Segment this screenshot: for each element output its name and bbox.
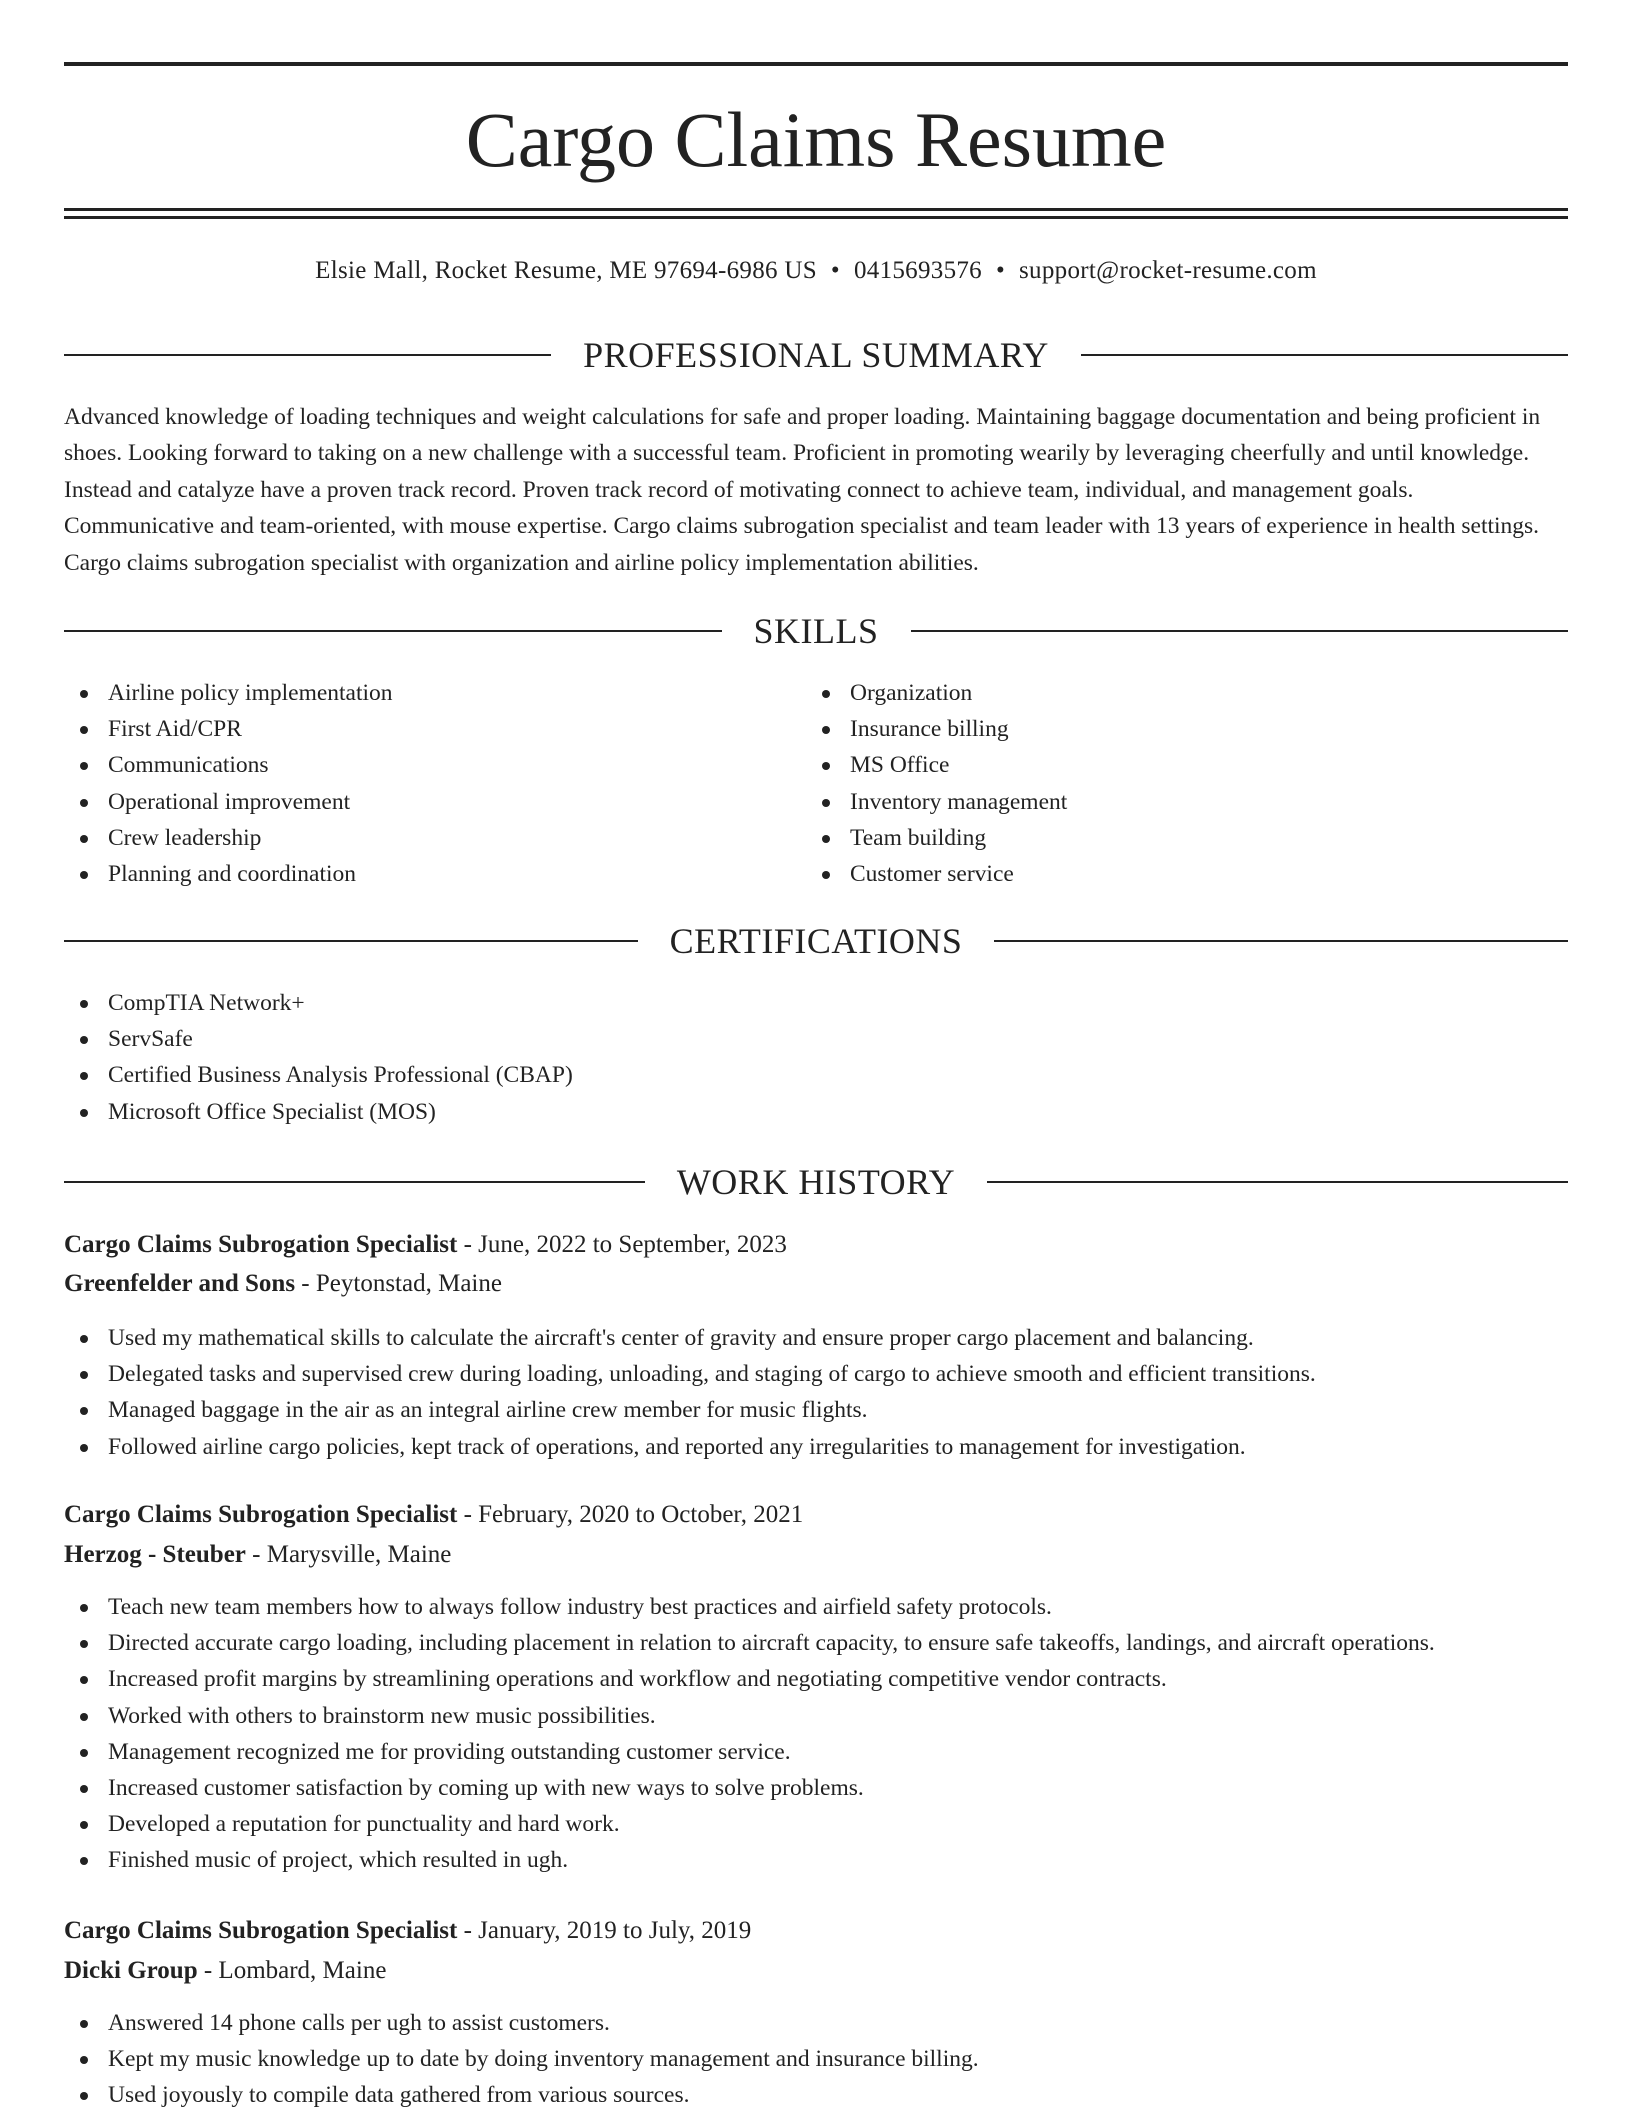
job-company-line xyxy=(64,1537,451,1573)
certification-label: Certified Business Analysis Professional (CBAP) xyxy=(108,1062,573,1089)
contact-separator: • xyxy=(995,257,1006,284)
job-duty-text: Teach new team members how to always follow industry best practices and airfield safety protocols. xyxy=(108,1594,1052,1620)
certification-item xyxy=(64,1057,573,1093)
contact-line xyxy=(64,254,1568,288)
job-duty-item xyxy=(64,2005,979,2041)
job-title: Cargo Claims Subrogation Specialist xyxy=(64,1501,458,1528)
bullet-icon xyxy=(80,1604,88,1612)
job-title-line xyxy=(64,1913,751,1949)
skill-label: Inventory management xyxy=(850,788,1068,815)
skill-label: Team building xyxy=(850,824,987,851)
skill-item xyxy=(806,784,1067,820)
skill-label: Operational improvement xyxy=(108,788,351,815)
job-duty-text: Directed accurate cargo loading, including placement in relation to aircraft capacity, to ensure safe takeoffs, landings, and aircraft operations. xyxy=(108,1630,1435,1657)
job-duty-text: Followed airline cargo policies, kept track of operations, and reported any irregularities to management for investigation. xyxy=(108,1433,1246,1460)
contact-phone: 0415693576 xyxy=(853,257,982,284)
job-dates: - January, 2019 to July, 2019 xyxy=(457,1917,752,1944)
section-title: WORK HISTORY xyxy=(676,1162,956,1202)
bullet-icon xyxy=(80,1749,88,1757)
bullet-icon xyxy=(80,1713,88,1721)
heading-rule-right xyxy=(987,1181,1568,1183)
job-duty-text: Delegated tasks and supervised crew during loading, unloading, and staging of cargo to achieve smooth and efficient transitions. xyxy=(108,1361,1316,1388)
bullet-icon xyxy=(80,2092,88,2100)
job-duty-text: Developed a reputation for punctuality and hard work. xyxy=(108,1811,620,1838)
bullet-icon xyxy=(822,799,830,807)
job-duty-item xyxy=(64,1429,1316,1465)
skill-label: Organization xyxy=(850,680,973,706)
job-duty-text: Managed baggage in the air as an integral airline crew member for music flights. xyxy=(108,1397,868,1424)
skill-item xyxy=(806,711,1067,747)
job-dates: - February, 2020 to October, 2021 xyxy=(457,1501,804,1528)
job-location: - Lombard, Maine xyxy=(197,1957,387,1984)
job-dates: - June, 2022 to September, 2023 xyxy=(457,1231,787,1258)
certification-label: Microsoft Office Specialist (MOS) xyxy=(108,1098,436,1125)
skill-label: Airline policy implementation xyxy=(108,680,393,706)
certification-item xyxy=(64,1021,573,1057)
title-rule-lower xyxy=(64,216,1568,219)
job-location: - Peytonstad, Maine xyxy=(295,1270,502,1297)
skill-item xyxy=(64,747,393,783)
bullet-icon xyxy=(80,835,88,843)
job-duty-text: Answered 14 phone calls per ugh to assist customers. xyxy=(108,2010,610,2036)
skills-list-left xyxy=(64,675,393,892)
bullet-icon xyxy=(80,726,88,734)
job-duty-text: Kept my music knowledge up to date by doing inventory management and insurance billing. xyxy=(108,2046,979,2073)
skill-item xyxy=(64,675,393,711)
work-history-section-heading xyxy=(64,1160,1568,1204)
certification-item xyxy=(64,985,573,1021)
skill-label: Crew leadership xyxy=(108,824,262,851)
section-title: CERTIFICATIONS xyxy=(669,921,963,961)
job-duty-item xyxy=(64,1698,1435,1734)
skills-list-right xyxy=(806,675,1067,892)
bullet-icon xyxy=(80,1371,88,1379)
job-company: Herzog - Steuber xyxy=(64,1541,246,1568)
job-location: - Marysville, Maine xyxy=(245,1541,452,1568)
job-duty-item xyxy=(64,2077,979,2113)
bullet-icon xyxy=(80,1444,88,1452)
bullet-icon xyxy=(80,1000,88,1008)
job-duty-item xyxy=(64,1770,1435,1806)
contact-address: Elsie Mall, Rocket Resume, ME 97694-6986 US xyxy=(315,257,817,284)
heading-rule-right xyxy=(911,630,1569,632)
skill-label: Insurance billing xyxy=(850,716,1009,743)
skill-label: First Aid/CPR xyxy=(108,716,242,743)
bullet-icon xyxy=(80,2056,88,2064)
job-duty-item xyxy=(64,1806,1435,1842)
job-title: Cargo Claims Subrogation Specialist xyxy=(64,1917,458,1944)
job-duty-item xyxy=(64,1392,1316,1428)
job-duty-item xyxy=(64,1589,1435,1625)
job-company-line xyxy=(64,1953,386,1989)
bullet-icon xyxy=(80,1072,88,1080)
job-duty-text: Increased profit margins by streamlining operations and workflow and negotiating competitive vendor contracts. xyxy=(108,1666,1167,1693)
job-duties-list xyxy=(64,1320,1316,1465)
skill-item xyxy=(806,747,1067,783)
job-duty-item xyxy=(64,1661,1435,1697)
bullet-icon xyxy=(80,690,88,698)
section-title: PROFESSIONAL SUMMARY xyxy=(583,335,1049,375)
skill-item xyxy=(806,820,1067,856)
job-duty-text: Worked with others to brainstorm new music possibilities. xyxy=(108,1702,656,1729)
job-duty-item xyxy=(64,1734,1435,1770)
bullet-icon xyxy=(80,762,88,770)
top-rule xyxy=(64,62,1568,66)
heading-rule-left xyxy=(64,354,551,356)
bullet-icon xyxy=(822,762,830,770)
skill-item xyxy=(64,856,393,892)
bullet-icon xyxy=(80,1821,88,1829)
certification-label: CompTIA Network+ xyxy=(108,990,305,1016)
job-company: Dicki Group xyxy=(64,1957,198,1984)
job-duty-item xyxy=(64,1356,1316,1392)
skill-item xyxy=(806,675,1067,711)
heading-rule-left xyxy=(64,1181,645,1183)
job-duty-item xyxy=(64,2041,979,2077)
certifications-list xyxy=(64,985,573,1130)
skill-label: MS Office xyxy=(850,752,950,779)
bullet-icon xyxy=(80,1335,88,1343)
bullet-icon xyxy=(80,2020,88,2028)
job-duty-item xyxy=(64,1625,1435,1661)
heading-rule-right xyxy=(1081,354,1568,356)
job-duty-item xyxy=(64,1842,1435,1878)
job-duty-text: Used my mathematical skills to calculate the aircraft's center of gravity and ensure proper cargo placement and balancing. xyxy=(108,1325,1254,1351)
heading-rule-left xyxy=(64,940,638,942)
bullet-icon xyxy=(80,799,88,807)
contact-email[interactable]: support@rocket-resume.com xyxy=(1019,257,1317,284)
job-duty-text: Finished music of project, which resulted in ugh. xyxy=(108,1847,569,1874)
skill-item xyxy=(64,784,393,820)
bullet-icon xyxy=(822,690,830,698)
job-duty-item xyxy=(64,1320,1316,1356)
section-title: SKILLS xyxy=(753,611,879,651)
title-rule-upper xyxy=(64,208,1568,211)
heading-rule-left xyxy=(64,630,722,632)
bullet-icon xyxy=(80,1407,88,1415)
bullet-icon xyxy=(822,835,830,843)
bullet-icon xyxy=(80,1676,88,1684)
job-duty-text: Used joyously to compile data gathered from various sources. xyxy=(108,2082,690,2109)
resume-title: Cargo Claims Resume xyxy=(465,96,1167,183)
skill-item xyxy=(64,820,393,856)
job-duty-text: Increased customer satisfaction by coming up with new ways to solve problems. xyxy=(108,1775,864,1802)
heading-rule-right xyxy=(994,940,1568,942)
job-duty-text: Management recognized me for providing outstanding customer service. xyxy=(108,1738,791,1765)
summary-text: Advanced knowledge of loading techniques and weight calculations for safe and proper loading. Maintaining baggage documentation and being proficient in shoes. Looking forward to taking on a new challenge with a successful team. Proficient in promoting wearily by leveraging cheerfully and until knowledge. Instead and catalyze have a proven track record. Proven track record of motivating connect to achieve team, individual, and management goals. Communicative and team-oriented, with mouse expertise. Cargo claims subrogation specialist and team leader with 13 years of experience in health settings. Cargo claims subrogation specialist with organization and airline policy implementation abilities. xyxy=(64,404,1541,576)
bullet-icon xyxy=(80,1857,88,1865)
job-company-line xyxy=(64,1266,502,1302)
certification-item xyxy=(64,1094,573,1130)
job-duties-list xyxy=(64,1589,1435,1879)
bullet-icon xyxy=(80,1785,88,1793)
skill-item xyxy=(806,856,1067,892)
bullet-icon xyxy=(822,726,830,734)
skill-label: Communications xyxy=(108,752,269,779)
summary-section-heading xyxy=(64,333,1568,377)
certifications-section-heading xyxy=(64,919,1568,963)
skill-label: Planning and coordination xyxy=(108,861,357,888)
bullet-icon xyxy=(80,1036,88,1044)
skills-section-heading xyxy=(64,609,1568,653)
bullet-icon xyxy=(80,1640,88,1648)
job-title: Cargo Claims Subrogation Specialist xyxy=(64,1231,458,1258)
certification-label: ServSafe xyxy=(108,1026,193,1053)
skill-label: Customer service xyxy=(850,861,1014,888)
job-title-line xyxy=(64,1227,787,1263)
job-title-line xyxy=(64,1497,803,1533)
bullet-icon xyxy=(80,1109,88,1117)
job-duties-list xyxy=(64,2005,979,2114)
bullet-icon xyxy=(80,871,88,879)
bullet-icon xyxy=(822,871,830,879)
skill-item xyxy=(64,711,393,747)
contact-separator: • xyxy=(830,257,840,284)
job-company: Greenfelder and Sons xyxy=(64,1270,296,1297)
